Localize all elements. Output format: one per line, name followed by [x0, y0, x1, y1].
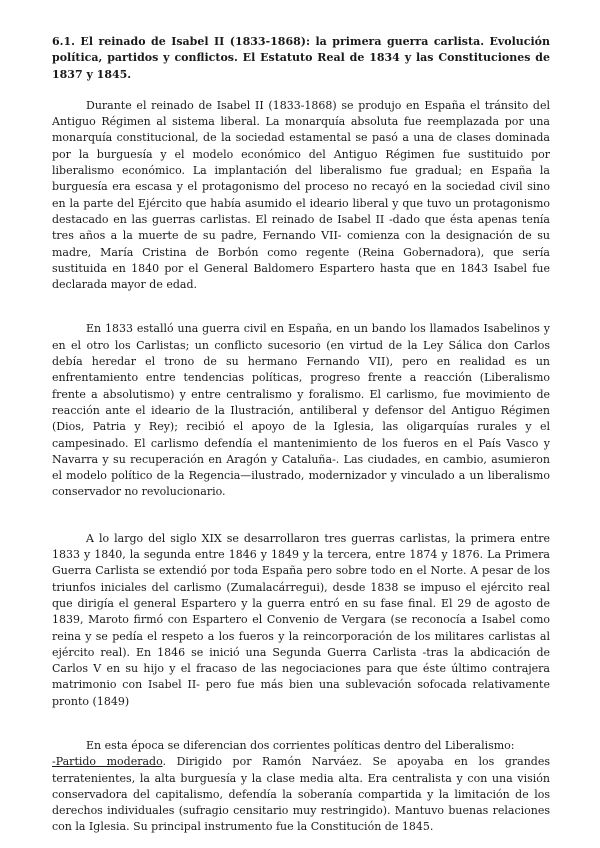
paragraph-carlist-wars: A lo largo del siglo XIX se desarrollaron tres guerras carlistas, la primera entre 1833 y 1840, la segunda entre 1846 y 1849 y la tercera, entre 1874 y 1876. La Primera Guerra Carlista se extendió por toda España pero sobre todo en el Norte. A pesar de los triunfos iniciales del carlismo (Zumalacárregui), desde 1838 se impuso el ejército real que dirigía el general Espartero y la guerra entró en su fase final. El 29 de agosto de 1839, Maroto firmó con Espartero el Convenio de Vergara (se reconocía a Isabel como reina y se pedía el respeto a los fueros y la reincorporación de los militares carlistas al ejército real). En 1846 se inició una Segunda Guerra Carlista -tras la abdicación de Carlos V en su hijo y el fracaso de las negociaciones para que éste último contrajera matrimonio con Isabel II- pero fue más bien una sublevación sofocada relativamente pronto (1849) — [52, 531, 550, 708]
moderate-party-label: -Partido moderado — [52, 755, 163, 769]
paragraph-moderate-party — [52, 754, 550, 835]
moderate-party-description: . Dirigido por Ramón Narváez. Se apoyaba en los grandes terratenientes, la alta burguesía y la clase media alta. Era centralista y con una visión conservadora del capitalismo, defendía la soberanía compartida y la limitación de los derechos individuales (sufragio censitario muy restringido). Mantuvo buenas relaciones con la Iglesia. Su principal instrumento fue la Constitución de 1845. — [52, 755, 550, 834]
paragraph-intro: Durante el reinado de Isabel II (1833-1868) se produjo en España el tránsito del Antiguo Régimen al sistema liberal. La monarquía absoluta fue reemplazada por una monarquía constitucional, de la sociedad estamental se pasó a una de clases dominada por la burguesía y el modelo económico del Antiguo Régimen fue sustituido por liberalismo económico. La implantación del liberalismo fue gradual; en España la burguesía era escasa y el protagonismo del proceso no recayó en la sociedad civil sino en la parte del Ejército que había asumido el ideario liberal y que tuvo un protagonismo destacado en las guerras carlistas. El reinado de Isabel II -dado que ésta apenas tenía tres años a la muerte de su padre, Fernando VII- comienza con la designación de su madre, María Cristina de Borbón como regente (Reina Gobernadora), que sería sustituida en 1840 por el General Baldomero Espartero hasta que en 1843 Isabel fue declarada mayor de edad. — [52, 98, 550, 292]
document-page — [52, 34, 550, 836]
section-title: 6.1. El reinado de Isabel II (1833-1868): la primera guerra carlista. Evolución política, partidos y conflictos. El Estatuto Real de 1834 y las Constituciones de 1837 y 1845. — [52, 35, 550, 81]
paragraph-civil-war: En 1833 estalló una guerra civil en España, en un bando los llamados Isabelinos y en el otro los Carlistas; un conflicto sucesorio (en virtud de la Ley Sálica don Carlos debía heredar el trono de su hermano Fernando VII), pero en realidad es un enfrentamiento entre tendencias políticas, progreso frente a reacción (Liberalismo frente a absolutismo) y entre centralismo y foralismo. El carlismo, fue movimiento de reacción ante el ideario de la Ilustración, antiliberal y defensor del Antiguo Régimen (Dios, Patria y Rey); recibió el apoyo de la Iglesia, las oligarquías rurales y el campesinado. El carlismo defendía el mantenimiento de los fueros en el País Vasco y Navarra y su recuperación en Aragón y Cataluña-. Las ciudades, en cambio, asumieron el modelo político de la Regencia—ilustrado, modernizador y vinculado a un liberalismo conservador no revolucionario. — [52, 322, 550, 499]
paragraph-liberal-currents: En esta época se diferencian dos corrientes políticas dentro del Liberalismo: — [86, 738, 515, 752]
